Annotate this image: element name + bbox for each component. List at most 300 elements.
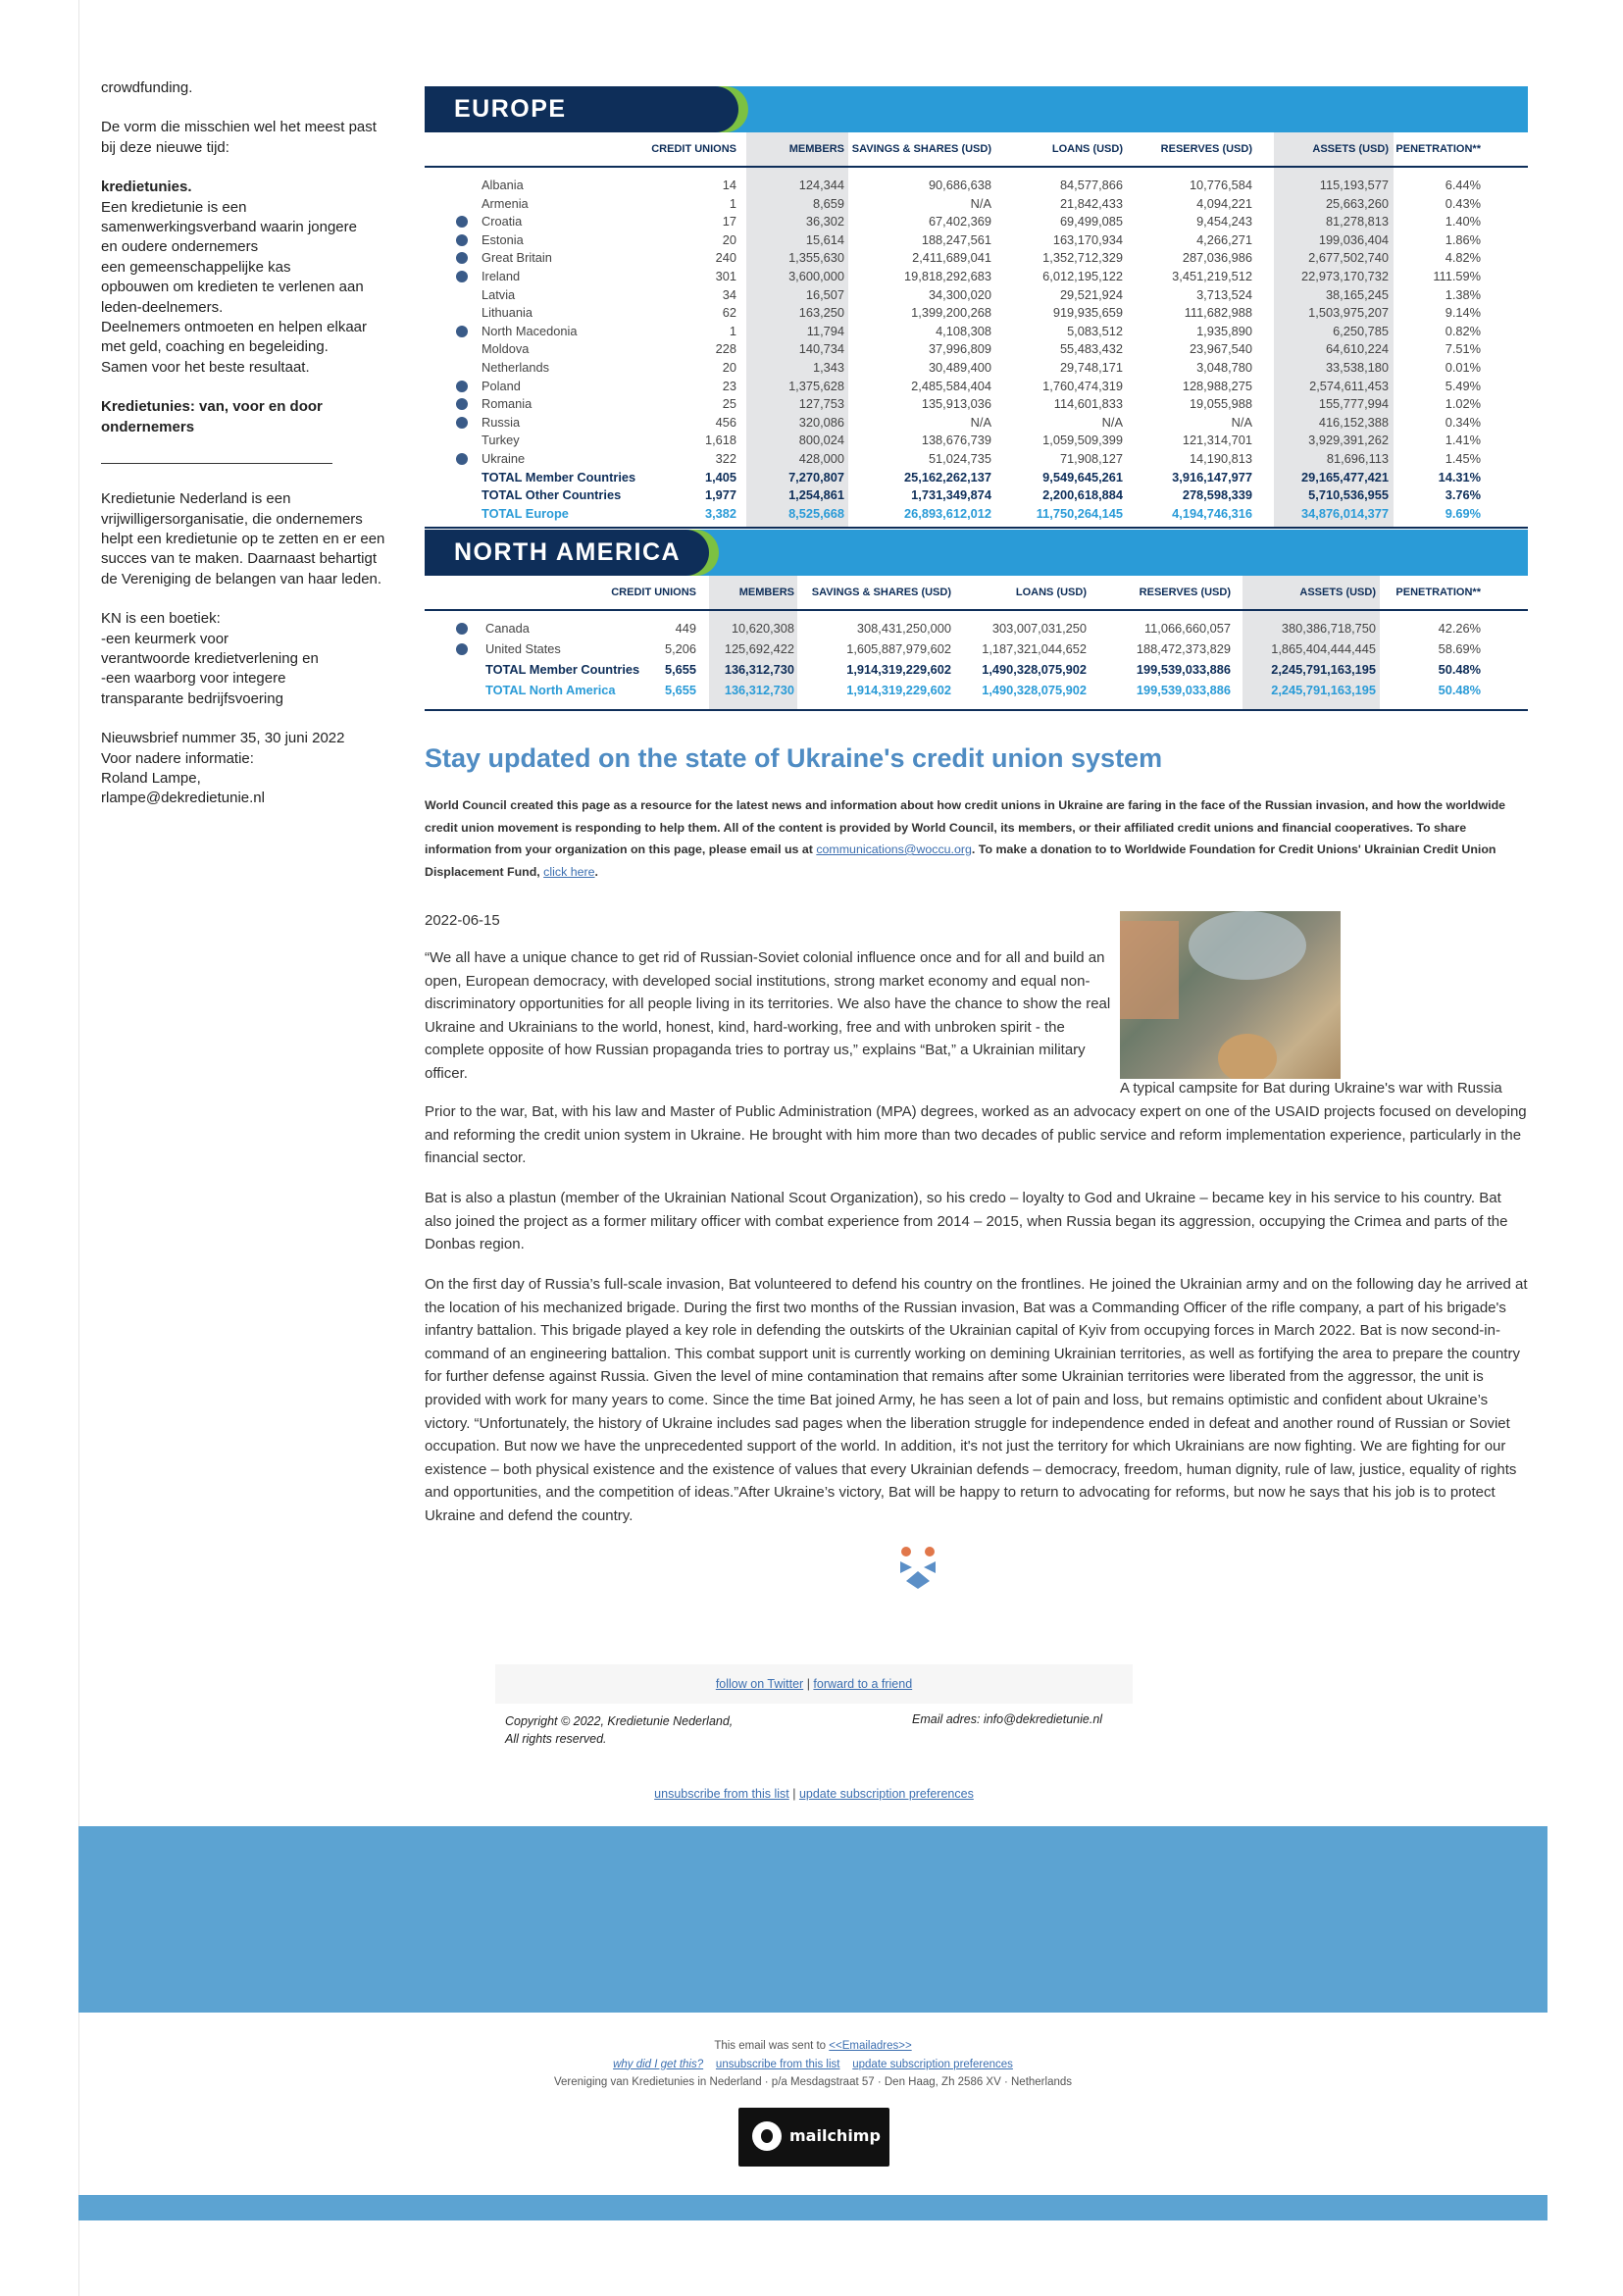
column-header: ASSETS (USD) bbox=[1312, 143, 1389, 155]
country-name: TOTAL North America bbox=[485, 683, 616, 697]
mailchimp-freddie-icon bbox=[752, 2121, 782, 2151]
cell-savings: 308,431,250,000 bbox=[856, 621, 951, 636]
article-date: 2022-06-15 bbox=[425, 912, 500, 929]
unsubscribe-link[interactable]: unsubscribe from this list bbox=[654, 1787, 789, 1801]
kn-description: Kredietunie Nederland is een vrijwilligersorganisatie, die ondernemers helpt een kredietunie op te zetten en er een succes van te maken. Daarnaast behartigt de Vereniging de belangen van haar leden. bbox=[101, 490, 385, 587]
donation-link[interactable]: click here bbox=[543, 864, 595, 879]
country-row bbox=[425, 305, 1528, 323]
cell-savings: N/A bbox=[970, 195, 991, 211]
cell-reserves: 111,682,988 bbox=[1184, 305, 1252, 321]
member-flag-icon bbox=[456, 417, 468, 429]
member-flag-icon bbox=[456, 381, 468, 392]
follow-twitter-link[interactable]: follow on Twitter bbox=[715, 1677, 804, 1691]
campsite-photo bbox=[1120, 911, 1341, 1079]
cell-members: 8,659 bbox=[812, 195, 844, 211]
cell-pen: 9.14% bbox=[1445, 305, 1481, 321]
cell-savings: 1,731,349,874 bbox=[911, 487, 991, 503]
cell-pen: 1.40% bbox=[1445, 214, 1481, 230]
cell-assets: 3,929,391,262 bbox=[1308, 433, 1389, 448]
column-header: PENETRATION** bbox=[1395, 587, 1481, 598]
cell-pen: 5.49% bbox=[1445, 378, 1481, 393]
member-flag-icon bbox=[456, 643, 468, 655]
cell-reserves: 188,472,373,829 bbox=[1136, 641, 1231, 656]
cell-assets: 34,876,014,377 bbox=[1301, 505, 1389, 521]
cell-savings: 25,162,262,137 bbox=[904, 469, 991, 485]
cell-savings: 135,913,036 bbox=[921, 396, 991, 412]
member-flag-icon bbox=[456, 252, 468, 264]
cell-loans: 9,549,645,261 bbox=[1042, 469, 1123, 485]
country-name: Croatia bbox=[482, 214, 523, 230]
photo-detail bbox=[1120, 921, 1179, 1019]
cell-reserves: 4,194,746,316 bbox=[1172, 505, 1252, 521]
cell-savings: 4,108,308 bbox=[936, 323, 991, 338]
member-flag-icon bbox=[456, 271, 468, 282]
cell-assets: 115,193,577 bbox=[1319, 178, 1389, 192]
definition-line: een gemeenschappelijke kas bbox=[101, 258, 291, 276]
kredietunie-definition bbox=[101, 178, 387, 378]
column-header: MEMBERS bbox=[738, 587, 794, 598]
cell-members: 140,734 bbox=[798, 341, 844, 357]
why-link[interactable]: why did I get this? bbox=[613, 2058, 704, 2070]
footer-blue-band bbox=[78, 1826, 1547, 2013]
cell-cu: 456 bbox=[715, 414, 736, 430]
north-america-credit-union-table bbox=[425, 530, 1528, 709]
cell-savings: 1,399,200,268 bbox=[911, 305, 991, 321]
cell-members: 127,753 bbox=[798, 396, 844, 412]
intro-text: . To make a donation to to Worldwide Foundation for Credit Unions' Ukrainian Credit Union Displacement Fund, bbox=[425, 842, 1496, 879]
cell-members: 125,692,422 bbox=[724, 641, 794, 656]
cell-members: 7,270,807 bbox=[788, 469, 844, 485]
cell-loans: 1,490,328,075,902 bbox=[982, 662, 1087, 677]
cell-pen: 0.82% bbox=[1445, 323, 1481, 338]
cell-pen: 3.76% bbox=[1445, 487, 1481, 503]
cell-members: 1,254,861 bbox=[788, 487, 844, 503]
country-row bbox=[425, 641, 1528, 659]
cell-loans: 29,521,924 bbox=[1059, 286, 1123, 302]
cell-cu: 34 bbox=[722, 286, 736, 302]
cell-cu: 301 bbox=[715, 269, 736, 283]
country-row bbox=[425, 232, 1528, 250]
article-paragraph: Bat is also a plastun (member of the Ukrainian National Scout Organization), so his credo – loyalty to God and Ukraine – became key in his service to his country. Bat also joined the project as a former military officer with combat experience from 2014 – 2015, when Russia began its aggression, occupying the Crimea and parts of the Donbas region. bbox=[425, 1190, 1508, 1253]
cell-assets: 155,777,994 bbox=[1318, 396, 1389, 412]
column-header: PENETRATION** bbox=[1395, 143, 1481, 155]
cell-savings: 51,024,735 bbox=[928, 451, 991, 466]
bottom-blue-band bbox=[78, 2195, 1547, 2220]
cell-reserves: 121,314,701 bbox=[1182, 433, 1252, 448]
cell-pen: 1.02% bbox=[1445, 396, 1481, 412]
country-row bbox=[425, 324, 1528, 341]
slogan-heading: Kredietunies: van, voor en door ondernemers bbox=[101, 398, 323, 435]
definition-line: met geld, coaching en begeleiding. bbox=[101, 338, 329, 356]
kredietunies-heading: kredietunies. bbox=[101, 179, 192, 196]
cell-members: 163,250 bbox=[798, 305, 844, 321]
column-header: CREDIT UNIONS bbox=[611, 587, 696, 598]
cell-loans: 1,187,321,044,652 bbox=[982, 641, 1087, 656]
cell-loans: 11,750,264,145 bbox=[1036, 505, 1123, 521]
newsletter-contact bbox=[101, 729, 387, 809]
cell-cu: 1,977 bbox=[704, 487, 736, 503]
cell-savings: 90,686,638 bbox=[928, 178, 991, 192]
cell-reserves: 14,190,813 bbox=[1189, 451, 1252, 466]
cell-reserves: 128,988,275 bbox=[1182, 378, 1252, 393]
cell-members: 15,614 bbox=[805, 231, 844, 247]
boutique-line: -een waarborg voor integere bbox=[101, 670, 286, 688]
cell-loans: N/A bbox=[1101, 414, 1123, 430]
cell-cu: 1 bbox=[729, 195, 736, 211]
sent-to-text: This email was sent to bbox=[714, 2040, 830, 2052]
cell-assets: 33,538,180 bbox=[1325, 360, 1389, 375]
photo-detail bbox=[1218, 1034, 1277, 1079]
cell-pen: 6.44% bbox=[1445, 178, 1481, 192]
cell-savings: 37,996,809 bbox=[928, 341, 991, 357]
cell-assets: 2,245,791,163,195 bbox=[1271, 662, 1376, 677]
country-name: Romania bbox=[482, 396, 533, 412]
cell-loans: 84,577,866 bbox=[1059, 178, 1123, 192]
country-row bbox=[425, 415, 1528, 433]
cell-reserves: 4,094,221 bbox=[1196, 195, 1252, 211]
country-row bbox=[425, 451, 1528, 469]
country-row bbox=[425, 621, 1528, 638]
cell-pen: 1.45% bbox=[1445, 451, 1481, 466]
column-header: SAVINGS & SHARES (USD) bbox=[811, 587, 951, 598]
total-row bbox=[425, 662, 1528, 680]
cell-loans: 1,760,474,319 bbox=[1042, 378, 1123, 393]
footer-actions bbox=[78, 2056, 1547, 2074]
cell-savings: 30,489,400 bbox=[928, 360, 991, 375]
kn-boutique bbox=[101, 609, 387, 709]
country-row bbox=[425, 360, 1528, 378]
cell-assets: 2,245,791,163,195 bbox=[1271, 683, 1376, 697]
cell-loans: 21,842,433 bbox=[1059, 195, 1123, 211]
article-paragraph: “We all have a unique chance to get rid of Russian-Soviet colonial influence once and for all and build an open, European democracy, with developed social institutions, strong market economy and equal non-discriminatory opportunities for all people living in its territories. We also have the chance to show the real Ukraine and Ukrainians to the world, honest, kind, hard-working, free and with unbroken spirit - the complete opposite of how Russian propaganda tries to portray us,” explains “Bat,” a Ukrainian military officer. bbox=[425, 949, 1111, 1082]
cell-reserves: 3,048,780 bbox=[1196, 360, 1252, 375]
text-crowdfunding: crowdfunding. bbox=[101, 79, 193, 96]
unsubscribe-line bbox=[495, 1787, 1133, 1801]
country-row bbox=[425, 379, 1528, 396]
country-name: TOTAL Member Countries bbox=[485, 662, 640, 677]
cell-pen: 58.69% bbox=[1438, 641, 1481, 656]
country-name: Ireland bbox=[482, 269, 521, 283]
cell-assets: 199,036,404 bbox=[1318, 231, 1389, 247]
cell-cu: 23 bbox=[722, 378, 736, 393]
cell-cu: 322 bbox=[715, 451, 736, 466]
woccu-email-link[interactable]: communications@woccu.org bbox=[816, 842, 972, 856]
email-address-link[interactable]: <<Emailadres>> bbox=[829, 2040, 912, 2052]
cell-savings: 26,893,612,012 bbox=[904, 505, 991, 521]
definition-line: leden-deelnemers. bbox=[101, 298, 224, 316]
kredietunie-logo-icon bbox=[892, 1542, 943, 1593]
article-paragraph: On the first day of Russia’s full-scale invasion, Bat volunteered to defend his country on the frontlines. He joined the Ukrainian army and on the following day he arrived at the location of his mechanized brigade. During the first two months of the Russian invasion, Bat was a Commanding Officer of the rifle company, a part of his brigade's infantry battalion. This brigade played a key role in defending the outskirts of the Ukrainian capital of Kyiv from occupying forces in March 2022. Bat is now second-in-command of an engineering battalion. This combat support unit is currently working on demining Ukrainian territories, as well as fortifying the area to prepare the country for further defense against Russia. Given the level of mine contamination that remains after some Ukrainian territories were liberated from the aggressor, the unit is provided with work for many years to come. Since the time Bat joined Army, he has seen a lot of pain and loss, but remains optimistic and confident about Ukraine’s victory. “Unfortunately, the history of Ukraine includes sad pages when the liberation struggle for independence ended in defeat and another round of Russian or Soviet occupation. But now we have the unprecedented support of the world. In addition, it's not just the territory for which Ukrainians are now fighting. We are fighting for our existence – both physical existence and the existence of values that every Ukrainian defends – democracy, freedom, human dignity, rule of law, justice, equality of rights and opportunities, and the competition of ideas.”After Ukraine’s victory, Bat will be happy to return to advocating for reforms, but now he says that his job is to protect Ukraine and defend the country. bbox=[425, 1276, 1528, 1524]
cell-pen: 50.48% bbox=[1438, 683, 1481, 697]
country-name: Moldova bbox=[482, 341, 530, 357]
cell-reserves: 3,451,219,512 bbox=[1172, 269, 1252, 283]
definition-line: Samen voor het beste resultaat. bbox=[101, 358, 310, 376]
cell-pen: 1.86% bbox=[1445, 231, 1481, 247]
cell-cu: 25 bbox=[722, 396, 736, 412]
cell-pen: 50.48% bbox=[1438, 662, 1481, 677]
cell-members: 10,620,308 bbox=[731, 621, 794, 636]
cell-reserves: 10,776,584 bbox=[1189, 178, 1252, 192]
separator: | bbox=[788, 1787, 799, 1801]
mailchimp-label: mailchimp bbox=[789, 2126, 881, 2145]
cell-savings: 1,914,319,229,602 bbox=[846, 662, 951, 677]
cell-assets: 81,696,113 bbox=[1326, 451, 1389, 466]
cell-loans: 55,483,432 bbox=[1059, 341, 1123, 357]
forward-friend-link[interactable]: forward to a friend bbox=[813, 1677, 913, 1691]
definition-line: Een kredietunie is een bbox=[101, 198, 247, 216]
cell-members: 11,794 bbox=[806, 323, 844, 338]
column-header: CREDIT UNIONS bbox=[651, 143, 736, 155]
cell-reserves: 278,598,339 bbox=[1182, 487, 1252, 503]
cell-loans: 1,352,712,329 bbox=[1042, 250, 1123, 266]
cell-cu: 5,206 bbox=[664, 641, 696, 656]
cell-loans: 919,935,659 bbox=[1052, 305, 1123, 321]
country-row bbox=[425, 433, 1528, 450]
copyright-line: Copyright © 2022, Kredietunie Nederland, bbox=[505, 1714, 734, 1728]
cell-cu: 5,655 bbox=[664, 662, 696, 677]
cell-assets: 416,152,388 bbox=[1318, 414, 1389, 430]
update-preferences-link[interactable]: update subscription preferences bbox=[798, 1787, 974, 1801]
cell-reserves: 9,454,243 bbox=[1196, 214, 1252, 230]
cell-reserves: N/A bbox=[1231, 414, 1252, 430]
north-america-header bbox=[425, 530, 1528, 576]
cell-members: 3,600,000 bbox=[788, 269, 844, 283]
cell-cu: 240 bbox=[715, 250, 736, 266]
country-name: Latvia bbox=[482, 286, 516, 302]
cell-assets: 2,677,502,740 bbox=[1308, 250, 1389, 266]
total-row bbox=[425, 487, 1528, 505]
cell-cu: 5,655 bbox=[664, 683, 696, 697]
country-row bbox=[425, 287, 1528, 305]
cell-cu: 449 bbox=[675, 621, 696, 636]
divider bbox=[101, 463, 332, 464]
country-row bbox=[425, 396, 1528, 414]
footer-links bbox=[495, 1677, 1133, 1691]
cell-members: 320,086 bbox=[798, 414, 844, 430]
cell-savings: 19,818,292,683 bbox=[904, 269, 991, 283]
country-name: Netherlands bbox=[482, 360, 550, 375]
country-row bbox=[425, 196, 1528, 214]
cell-loans: 114,601,833 bbox=[1053, 396, 1123, 412]
table-bottom-rule bbox=[425, 709, 1528, 711]
boutique-line: transparante bedrijfsvoering bbox=[101, 689, 283, 707]
definition-line: opbouwen om kredieten te verlenen aan bbox=[101, 279, 364, 296]
country-name: United States bbox=[485, 641, 561, 656]
cell-savings: 2,411,689,041 bbox=[912, 250, 991, 266]
cell-cu: 20 bbox=[722, 360, 736, 375]
contact-name: Roland Lampe, bbox=[101, 769, 201, 787]
cell-cu: 3,382 bbox=[704, 505, 736, 521]
cell-pen: 7.51% bbox=[1445, 341, 1481, 357]
member-flag-icon bbox=[456, 398, 468, 410]
column-header: ASSETS (USD) bbox=[1299, 587, 1376, 598]
country-row bbox=[425, 178, 1528, 195]
cell-pen: 0.34% bbox=[1445, 414, 1481, 430]
cell-savings: 188,247,561 bbox=[921, 231, 991, 247]
country-name: Lithuania bbox=[482, 305, 533, 321]
photo-detail bbox=[1189, 911, 1306, 980]
member-flag-icon bbox=[456, 216, 468, 228]
mailchimp-badge[interactable] bbox=[738, 2108, 889, 2167]
north-america-column-headers bbox=[425, 576, 1528, 611]
country-name: Estonia bbox=[482, 231, 524, 247]
cell-members: 800,024 bbox=[798, 433, 844, 448]
cell-savings: N/A bbox=[970, 414, 991, 430]
cell-loans: 1,490,328,075,902 bbox=[982, 683, 1087, 697]
cell-members: 8,525,668 bbox=[788, 505, 844, 521]
cell-cu: 17 bbox=[722, 214, 736, 230]
cell-loans: 71,908,127 bbox=[1059, 451, 1123, 466]
total-row bbox=[425, 683, 1528, 700]
boutique-line: verantwoorde kredietverlening en bbox=[101, 649, 319, 667]
copyright-line: All rights reserved. bbox=[505, 1732, 607, 1746]
cell-loans: 1,059,509,399 bbox=[1042, 433, 1123, 448]
cell-members: 1,375,628 bbox=[788, 378, 844, 393]
newsletter-left-column bbox=[101, 78, 387, 829]
boutique-line: -een keurmerk voor bbox=[101, 630, 229, 647]
intro-text: . bbox=[594, 864, 598, 879]
cell-reserves: 1,935,890 bbox=[1196, 323, 1252, 338]
footer-email: Email adres: info@dekredietunie.nl bbox=[912, 1712, 1103, 1726]
column-header: SAVINGS & SHARES (USD) bbox=[851, 143, 991, 155]
country-row bbox=[425, 269, 1528, 286]
cell-assets: 38,165,245 bbox=[1325, 286, 1389, 302]
newsletter-number: Nieuwsbrief nummer 35, 30 juni 2022 bbox=[101, 730, 345, 747]
definition-line: Deelnemers ontmoeten en helpen elkaar bbox=[101, 319, 368, 336]
member-flag-icon bbox=[456, 623, 468, 635]
unsubscribe-link-2[interactable]: unsubscribe from this list bbox=[715, 2058, 840, 2070]
cell-loans: 29,748,171 bbox=[1059, 360, 1123, 375]
cell-loans: 163,170,934 bbox=[1052, 231, 1123, 247]
update-preferences-link-2[interactable]: update subscription preferences bbox=[852, 2058, 1013, 2070]
definition-line: en oudere ondernemers bbox=[101, 238, 259, 256]
cell-assets: 2,574,611,453 bbox=[1309, 378, 1389, 393]
table-bottom-rule bbox=[425, 527, 1528, 529]
article-paragraph: Prior to the war, Bat, with his law and Master of Public Administration (MPA) degrees, worked as an advocacy expert on one of the USAID projects focused on developing and reforming the credit union system in Ukraine. He brought with him more than two decades of public service and reform implementation experience, particularly in the financial sector. bbox=[425, 1103, 1527, 1167]
cell-pen: 111.59% bbox=[1433, 269, 1481, 283]
cell-pen: 0.01% bbox=[1445, 360, 1481, 375]
north-america-rows bbox=[425, 611, 1528, 709]
article-intro bbox=[425, 794, 1528, 883]
country-name: Ukraine bbox=[482, 451, 526, 466]
mailchimp-footer bbox=[78, 2037, 1547, 2092]
article-title: Stay updated on the state of Ukraine's credit union system bbox=[425, 743, 1163, 773]
cell-reserves: 23,967,540 bbox=[1189, 341, 1252, 357]
cell-savings: 67,402,369 bbox=[928, 214, 991, 230]
cell-assets: 1,503,975,207 bbox=[1308, 305, 1389, 321]
cell-loans: 2,200,618,884 bbox=[1042, 487, 1123, 503]
cell-reserves: 11,066,660,057 bbox=[1143, 621, 1231, 636]
country-name: Canada bbox=[485, 621, 530, 636]
cell-savings: 1,605,887,979,602 bbox=[846, 641, 951, 656]
cell-cu: 14 bbox=[722, 178, 736, 192]
cell-pen: 1.38% bbox=[1445, 286, 1481, 302]
total-row bbox=[425, 506, 1528, 524]
country-name: Turkey bbox=[482, 433, 520, 448]
cell-members: 1,355,630 bbox=[788, 250, 844, 266]
country-name: Great Britain bbox=[482, 250, 552, 266]
cell-assets: 6,250,785 bbox=[1333, 323, 1389, 338]
cell-savings: 2,485,584,404 bbox=[911, 378, 991, 393]
country-name: Russia bbox=[482, 414, 521, 430]
cell-pen: 42.26% bbox=[1438, 621, 1481, 636]
country-name: TOTAL Member Countries bbox=[482, 469, 636, 485]
cell-assets: 25,663,260 bbox=[1325, 195, 1389, 211]
cell-members: 124,344 bbox=[798, 178, 844, 192]
postal-address: Vereniging van Kredietunies in Nederland · p/a Mesdagstraat 57 · Den Haag, Zh 2586 XV · Netherlands bbox=[553, 2076, 1073, 2088]
country-name: Poland bbox=[482, 378, 521, 393]
cell-reserves: 199,539,033,886 bbox=[1136, 662, 1231, 677]
column-header: MEMBERS bbox=[788, 143, 844, 155]
intro-text: World Council created this page as a resource for the latest news and information about how credit unions in Ukraine are faring in the face of the Russian invasion, and how the worldwide credit union movement is responding to help them. All of the content is provided by World Council, its members, or their affiliated credit unions and financial cooperatives. To share information from your organization on this page, please email us at bbox=[425, 798, 1506, 856]
photo-caption: A typical campsite for Bat during Ukraine's war with Russia bbox=[1120, 1080, 1502, 1097]
column-header: RESERVES (USD) bbox=[1160, 143, 1252, 155]
north-america-title-tab bbox=[425, 530, 709, 576]
europe-column-headers bbox=[425, 132, 1528, 168]
cell-pen: 14.31% bbox=[1438, 469, 1481, 485]
member-flag-icon bbox=[456, 326, 468, 337]
cell-pen: 0.43% bbox=[1445, 195, 1481, 211]
sent-to-line bbox=[78, 2037, 1547, 2056]
total-row bbox=[425, 470, 1528, 487]
country-name: Albania bbox=[482, 178, 524, 192]
boutique-line: KN is een boetiek: bbox=[101, 610, 221, 628]
separator: | bbox=[803, 1677, 814, 1691]
cell-reserves: 199,539,033,886 bbox=[1136, 683, 1231, 697]
contact-email[interactable]: rlampe@dekredietunie.nl bbox=[101, 790, 265, 807]
cell-reserves: 4,266,271 bbox=[1196, 231, 1252, 247]
text-intro-question: De vorm die misschien wel het meest past bij deze nieuwe tijd: bbox=[101, 119, 377, 156]
cell-members: 136,312,730 bbox=[724, 683, 794, 697]
cell-members: 1,343 bbox=[812, 360, 844, 375]
cell-pen: 9.69% bbox=[1445, 505, 1481, 521]
europe-title-tab bbox=[425, 86, 738, 132]
cell-assets: 5,710,536,955 bbox=[1308, 487, 1389, 503]
country-row bbox=[425, 214, 1528, 231]
contact-label: Voor nadere informatie: bbox=[101, 749, 254, 767]
column-header: LOANS (USD) bbox=[1015, 587, 1087, 598]
europe-title: EUROPE bbox=[454, 95, 567, 123]
cell-pen: 1.41% bbox=[1445, 433, 1481, 448]
north-america-title: NORTH AMERICA bbox=[454, 538, 682, 566]
europe-rows bbox=[425, 168, 1528, 527]
definition-line: samenwerkingsverband waarin jongere bbox=[101, 219, 357, 236]
cell-assets: 81,278,813 bbox=[1325, 214, 1389, 230]
cell-loans: 5,083,512 bbox=[1067, 323, 1123, 338]
cell-savings: 34,300,020 bbox=[928, 286, 991, 302]
cell-reserves: 3,916,147,977 bbox=[1172, 469, 1252, 485]
country-row bbox=[425, 341, 1528, 359]
cell-loans: 6,012,195,122 bbox=[1042, 269, 1123, 283]
cell-members: 16,507 bbox=[805, 286, 844, 302]
country-name: North Macedonia bbox=[482, 323, 578, 338]
cell-members: 136,312,730 bbox=[724, 662, 794, 677]
europe-header bbox=[425, 86, 1528, 132]
copyright bbox=[505, 1712, 799, 1748]
cell-members: 428,000 bbox=[798, 451, 844, 466]
column-header: RESERVES (USD) bbox=[1139, 587, 1231, 598]
cell-loans: 303,007,031,250 bbox=[991, 621, 1087, 636]
member-flag-icon bbox=[456, 453, 468, 465]
cell-cu: 1 bbox=[729, 323, 736, 338]
cell-cu: 228 bbox=[715, 341, 736, 357]
cell-cu: 1,405 bbox=[704, 469, 736, 485]
country-name: TOTAL Europe bbox=[482, 505, 569, 521]
cell-cu: 1,618 bbox=[704, 433, 736, 448]
cell-members: 36,302 bbox=[805, 214, 844, 230]
cell-reserves: 19,055,988 bbox=[1189, 396, 1252, 412]
cell-pen: 4.82% bbox=[1445, 250, 1481, 266]
